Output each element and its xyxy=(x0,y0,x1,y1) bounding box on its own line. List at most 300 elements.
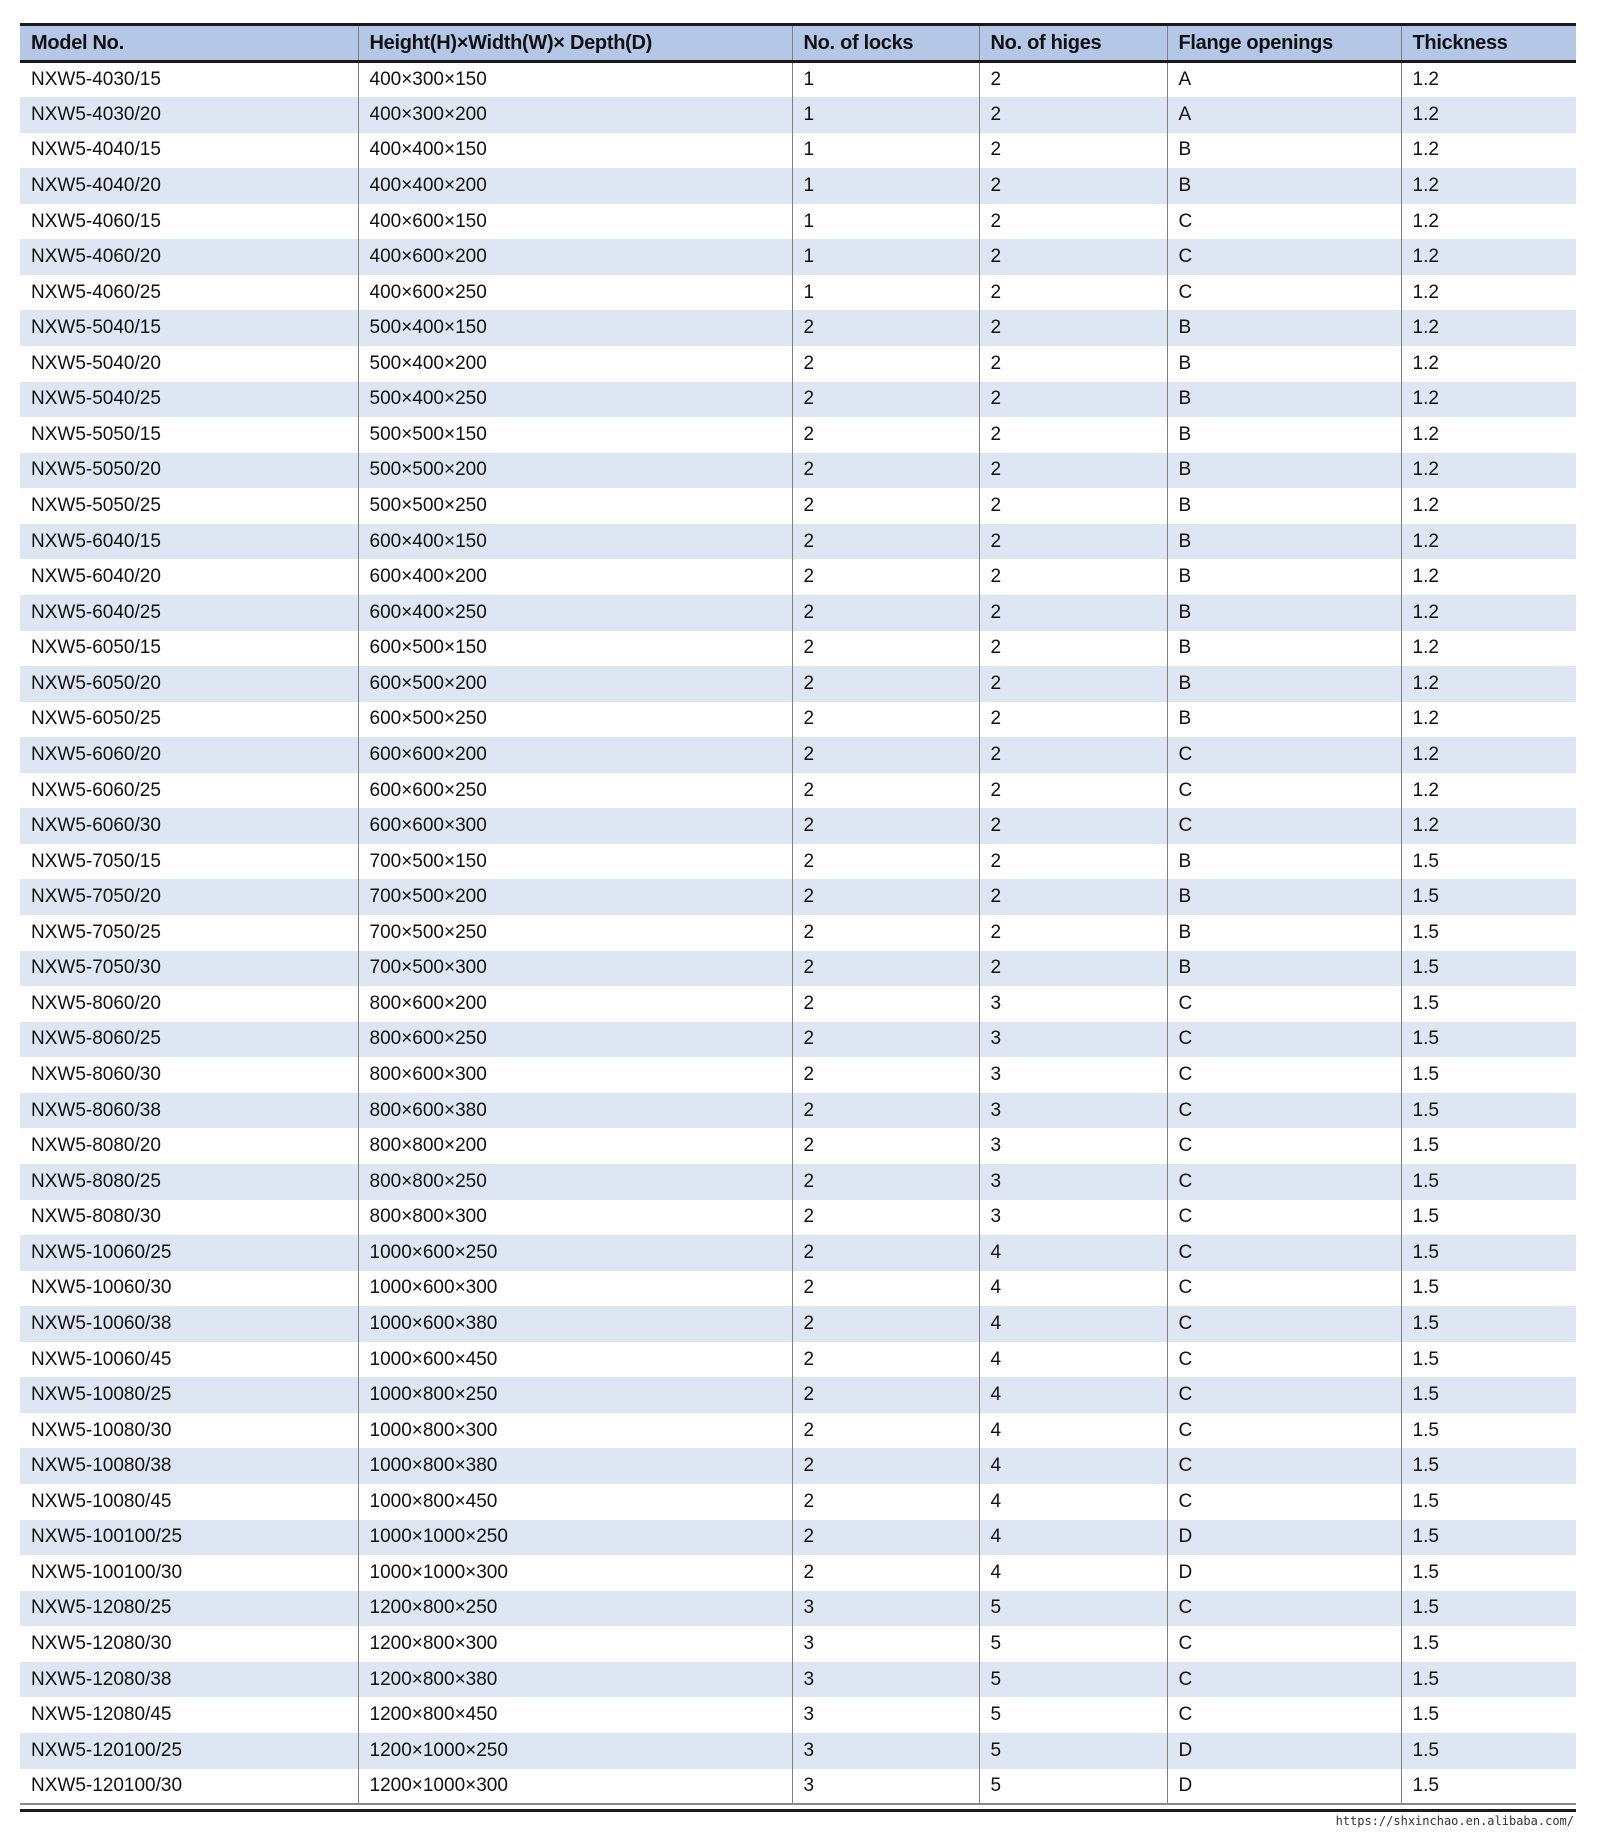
cell-hinges: 4 xyxy=(979,1520,1167,1556)
cell-flange-openings: C xyxy=(1167,1342,1401,1378)
cell-model-no: NXW5-6050/20 xyxy=(31,672,161,694)
cell-dimensions: 600×400×200 xyxy=(358,559,792,595)
cell-locks: 2 xyxy=(792,879,979,915)
cell-locks: 2 xyxy=(792,1413,979,1449)
table-row xyxy=(20,1520,1576,1556)
cell-dimensions: 1200×800×250 xyxy=(358,1591,792,1627)
cell-locks: 1 xyxy=(792,168,979,204)
cell-locks: 2 xyxy=(792,1093,979,1129)
cell-flange-openings: C xyxy=(1167,239,1401,275)
cell-hinges: 2 xyxy=(979,595,1167,631)
cell-dimensions: 800×600×250 xyxy=(358,1022,792,1058)
cell-thickness: 1.2 xyxy=(1401,417,1576,453)
cell-locks: 2 xyxy=(792,1306,979,1342)
cell-dimensions: 600×600×200 xyxy=(358,737,792,773)
cell-dimensions: 600×500×250 xyxy=(358,702,792,738)
cell-hinges: 2 xyxy=(979,737,1167,773)
cell-flange-openings: C xyxy=(1167,1093,1401,1129)
cell-dimensions: 400×600×250 xyxy=(358,275,792,311)
cell-locks: 2 xyxy=(792,986,979,1022)
cell-flange-openings: C xyxy=(1167,1697,1401,1733)
cell-flange-openings: B xyxy=(1167,417,1401,453)
table-row xyxy=(20,844,1576,880)
cell-locks: 2 xyxy=(792,666,979,702)
cell-locks: 2 xyxy=(792,915,979,951)
cell-model-no: NXW5-100100/25 xyxy=(31,1526,183,1548)
cell-thickness: 1.5 xyxy=(1401,1200,1576,1236)
cell-flange-openings: D xyxy=(1167,1733,1401,1769)
cell-dimensions: 400×300×150 xyxy=(358,62,792,98)
cell-hinges: 5 xyxy=(979,1733,1167,1769)
cell-dimensions: 400×600×200 xyxy=(358,239,792,275)
cell-hinges: 2 xyxy=(979,310,1167,346)
cell-thickness: 1.5 xyxy=(1401,1306,1576,1342)
table-row xyxy=(20,1093,1576,1129)
cell-thickness: 1.2 xyxy=(1401,808,1576,844)
table-row xyxy=(20,879,1576,915)
cell-flange-openings: C xyxy=(1167,1057,1401,1093)
cell-hinges: 5 xyxy=(979,1769,1167,1805)
cell-model-no: NXW5-12080/45 xyxy=(31,1704,172,1726)
cell-locks: 2 xyxy=(792,1057,979,1093)
cell-flange-openings: C xyxy=(1167,1306,1401,1342)
cell-dimensions: 1200×800×300 xyxy=(358,1626,792,1662)
cell-thickness: 1.5 xyxy=(1401,1022,1576,1058)
cell-flange-openings: C xyxy=(1167,1128,1401,1164)
cell-locks: 2 xyxy=(792,1128,979,1164)
cell-thickness: 1.2 xyxy=(1401,453,1576,489)
cell-locks: 2 xyxy=(792,1448,979,1484)
cell-flange-openings: B xyxy=(1167,595,1401,631)
cell-dimensions: 1200×800×450 xyxy=(358,1697,792,1733)
cell-thickness: 1.2 xyxy=(1401,773,1576,809)
cell-hinges: 2 xyxy=(979,951,1167,987)
cell-model-no: NXW5-5050/25 xyxy=(31,495,161,517)
cell-flange-openings: A xyxy=(1167,62,1401,98)
cell-dimensions: 600×400×150 xyxy=(358,524,792,560)
cell-hinges: 3 xyxy=(979,1093,1167,1129)
cell-flange-openings: B xyxy=(1167,346,1401,382)
cell-hinges: 4 xyxy=(979,1555,1167,1591)
cell-model-no: NXW5-8080/30 xyxy=(31,1206,161,1228)
cell-thickness: 1.2 xyxy=(1401,239,1576,275)
cell-flange-openings: C xyxy=(1167,986,1401,1022)
table-row xyxy=(20,1128,1576,1164)
cell-locks: 1 xyxy=(792,204,979,240)
cell-hinges: 2 xyxy=(979,133,1167,169)
cell-thickness: 1.2 xyxy=(1401,204,1576,240)
cell-thickness: 1.2 xyxy=(1401,595,1576,631)
table-row xyxy=(20,951,1576,987)
cell-flange-openings: B xyxy=(1167,915,1401,951)
cell-locks: 3 xyxy=(792,1769,979,1805)
source-url: https://shxinchao.en.alibaba.com/ xyxy=(1335,1814,1574,1828)
cell-locks: 2 xyxy=(792,951,979,987)
cell-flange-openings: B xyxy=(1167,559,1401,595)
table-row xyxy=(20,986,1576,1022)
cell-flange-openings: B xyxy=(1167,631,1401,667)
table-row xyxy=(20,1448,1576,1484)
cell-model-no: NXW5-10080/38 xyxy=(31,1455,172,1477)
cell-thickness: 1.2 xyxy=(1401,702,1576,738)
table-row xyxy=(20,1697,1576,1733)
cell-hinges: 2 xyxy=(979,524,1167,560)
table-row xyxy=(20,1733,1576,1769)
table-row xyxy=(20,1306,1576,1342)
cell-hinges: 4 xyxy=(979,1306,1167,1342)
cell-locks: 2 xyxy=(792,808,979,844)
cell-model-no: NXW5-4040/20 xyxy=(31,174,161,196)
table-row xyxy=(20,346,1576,382)
table-row xyxy=(20,915,1576,951)
cell-model-no: NXW5-12080/30 xyxy=(31,1633,172,1655)
cell-thickness: 1.5 xyxy=(1401,915,1576,951)
cell-locks: 2 xyxy=(792,1484,979,1520)
spec-table xyxy=(20,23,1576,1805)
cell-thickness: 1.2 xyxy=(1401,62,1576,98)
cell-locks: 3 xyxy=(792,1697,979,1733)
cell-dimensions: 600×600×250 xyxy=(358,773,792,809)
cell-dimensions: 400×600×150 xyxy=(358,204,792,240)
cell-hinges: 5 xyxy=(979,1626,1167,1662)
table-row xyxy=(20,133,1576,169)
cell-locks: 2 xyxy=(792,453,979,489)
cell-hinges: 4 xyxy=(979,1484,1167,1520)
cell-locks: 2 xyxy=(792,702,979,738)
cell-model-no: NXW5-6060/25 xyxy=(31,779,161,801)
header-locks: No. of locks xyxy=(792,25,979,62)
cell-dimensions: 600×500×200 xyxy=(358,666,792,702)
cell-model-no: NXW5-100100/30 xyxy=(31,1561,183,1583)
table-row xyxy=(20,1591,1576,1627)
header-model-no: Model No. xyxy=(20,25,358,62)
cell-flange-openings: B xyxy=(1167,133,1401,169)
cell-model-no: NXW5-4060/15 xyxy=(31,210,161,232)
cell-dimensions: 1000×1000×250 xyxy=(358,1520,792,1556)
cell-hinges: 2 xyxy=(979,346,1167,382)
cell-flange-openings: D xyxy=(1167,1769,1401,1805)
cell-hinges: 5 xyxy=(979,1697,1167,1733)
cell-locks: 2 xyxy=(792,346,979,382)
cell-hinges: 4 xyxy=(979,1413,1167,1449)
cell-dimensions: 1000×800×450 xyxy=(358,1484,792,1520)
cell-thickness: 1.5 xyxy=(1401,986,1576,1022)
cell-thickness: 1.2 xyxy=(1401,382,1576,418)
cell-locks: 2 xyxy=(792,1271,979,1307)
cell-flange-openings: C xyxy=(1167,773,1401,809)
cell-model-no: NXW5-6050/25 xyxy=(31,708,161,730)
cell-dimensions: 1000×600×300 xyxy=(358,1271,792,1307)
cell-model-no: NXW5-8060/20 xyxy=(31,992,161,1014)
cell-flange-openings: C xyxy=(1167,275,1401,311)
cell-thickness: 1.5 xyxy=(1401,1057,1576,1093)
cell-hinges: 2 xyxy=(979,417,1167,453)
header-flange-openings: Flange openings xyxy=(1167,25,1401,62)
cell-thickness: 1.2 xyxy=(1401,346,1576,382)
cell-thickness: 1.5 xyxy=(1401,879,1576,915)
cell-model-no: NXW5-5040/20 xyxy=(31,352,161,374)
header-dimensions: Height(H)×Width(W)× Depth(D) xyxy=(358,25,792,62)
cell-thickness: 1.5 xyxy=(1401,1342,1576,1378)
cell-model-no: NXW5-10080/30 xyxy=(31,1419,172,1441)
cell-flange-openings: B xyxy=(1167,844,1401,880)
cell-flange-openings: B xyxy=(1167,879,1401,915)
cell-thickness: 1.5 xyxy=(1401,1271,1576,1307)
cell-flange-openings: D xyxy=(1167,1555,1401,1591)
cell-flange-openings: B xyxy=(1167,453,1401,489)
table-row xyxy=(20,702,1576,738)
cell-thickness: 1.5 xyxy=(1401,1448,1576,1484)
cell-locks: 2 xyxy=(792,1377,979,1413)
cell-locks: 1 xyxy=(792,97,979,133)
cell-model-no: NXW5-6040/25 xyxy=(31,601,161,623)
cell-hinges: 4 xyxy=(979,1377,1167,1413)
cell-flange-openings: A xyxy=(1167,97,1401,133)
cell-thickness: 1.5 xyxy=(1401,1520,1576,1556)
cell-thickness: 1.5 xyxy=(1401,1626,1576,1662)
bottom-rule xyxy=(20,1809,1576,1812)
cell-locks: 2 xyxy=(792,631,979,667)
table-row xyxy=(20,97,1576,133)
cell-thickness: 1.5 xyxy=(1401,1591,1576,1627)
cell-locks: 3 xyxy=(792,1626,979,1662)
cell-hinges: 2 xyxy=(979,204,1167,240)
cell-flange-openings: B xyxy=(1167,310,1401,346)
table-row xyxy=(20,1662,1576,1698)
cell-dimensions: 1000×600×380 xyxy=(358,1306,792,1342)
cell-flange-openings: C xyxy=(1167,1200,1401,1236)
table-row xyxy=(20,524,1576,560)
cell-locks: 2 xyxy=(792,382,979,418)
cell-hinges: 2 xyxy=(979,97,1167,133)
cell-hinges: 2 xyxy=(979,808,1167,844)
table-row xyxy=(20,808,1576,844)
table-row xyxy=(20,239,1576,275)
cell-dimensions: 600×400×250 xyxy=(358,595,792,631)
table-header xyxy=(20,25,1576,62)
cell-model-no: NXW5-10080/45 xyxy=(31,1490,172,1512)
cell-hinges: 3 xyxy=(979,1128,1167,1164)
cell-hinges: 3 xyxy=(979,1200,1167,1236)
cell-hinges: 2 xyxy=(979,275,1167,311)
cell-hinges: 2 xyxy=(979,559,1167,595)
cell-thickness: 1.5 xyxy=(1401,1662,1576,1698)
cell-model-no: NXW5-4060/25 xyxy=(31,281,161,303)
table-row xyxy=(20,1413,1576,1449)
table-row xyxy=(20,1342,1576,1378)
cell-thickness: 1.2 xyxy=(1401,133,1576,169)
cell-flange-openings: C xyxy=(1167,1377,1401,1413)
cell-dimensions: 700×500×200 xyxy=(358,879,792,915)
cell-model-no: NXW5-4030/20 xyxy=(31,103,161,125)
cell-hinges: 2 xyxy=(979,702,1167,738)
table-row xyxy=(20,1377,1576,1413)
cell-model-no: NXW5-8080/25 xyxy=(31,1170,161,1192)
cell-thickness: 1.5 xyxy=(1401,1733,1576,1769)
cell-model-no: NXW5-6060/20 xyxy=(31,743,161,765)
cell-dimensions: 800×600×380 xyxy=(358,1093,792,1129)
cell-model-no: NXW5-4030/15 xyxy=(31,69,161,91)
cell-model-no: NXW5-6060/30 xyxy=(31,815,161,837)
cell-locks: 2 xyxy=(792,1342,979,1378)
cell-hinges: 4 xyxy=(979,1448,1167,1484)
table-row xyxy=(20,417,1576,453)
cell-thickness: 1.5 xyxy=(1401,844,1576,880)
table-row xyxy=(20,1555,1576,1591)
cell-model-no: NXW5-5040/15 xyxy=(31,317,161,339)
cell-model-no: NXW5-7050/15 xyxy=(31,850,161,872)
cell-thickness: 1.5 xyxy=(1401,1235,1576,1271)
cell-hinges: 2 xyxy=(979,168,1167,204)
cell-locks: 2 xyxy=(792,1520,979,1556)
cell-thickness: 1.5 xyxy=(1401,1484,1576,1520)
cell-flange-openings: B xyxy=(1167,702,1401,738)
cell-dimensions: 500×400×250 xyxy=(358,382,792,418)
cell-flange-openings: B xyxy=(1167,382,1401,418)
cell-hinges: 2 xyxy=(979,62,1167,98)
cell-locks: 1 xyxy=(792,62,979,98)
cell-locks: 2 xyxy=(792,310,979,346)
cell-locks: 3 xyxy=(792,1591,979,1627)
cell-model-no: NXW5-10060/30 xyxy=(31,1277,172,1299)
cell-model-no: NXW5-12080/25 xyxy=(31,1597,172,1619)
cell-hinges: 2 xyxy=(979,239,1167,275)
cell-flange-openings: C xyxy=(1167,1271,1401,1307)
table-row xyxy=(20,382,1576,418)
table-row xyxy=(20,737,1576,773)
cell-dimensions: 600×600×300 xyxy=(358,808,792,844)
cell-dimensions: 800×600×200 xyxy=(358,986,792,1022)
table-row xyxy=(20,1484,1576,1520)
cell-locks: 1 xyxy=(792,239,979,275)
header-hinges: No. of higes xyxy=(979,25,1167,62)
cell-model-no: NXW5-10060/38 xyxy=(31,1312,172,1334)
cell-thickness: 1.5 xyxy=(1401,1164,1576,1200)
cell-locks: 1 xyxy=(792,133,979,169)
cell-model-no: NXW5-7050/30 xyxy=(31,957,161,979)
table-row xyxy=(20,1769,1576,1805)
table-row xyxy=(20,631,1576,667)
cell-dimensions: 400×400×150 xyxy=(358,133,792,169)
cell-dimensions: 500×400×150 xyxy=(358,310,792,346)
table-row xyxy=(20,168,1576,204)
table-row xyxy=(20,1164,1576,1200)
cell-model-no: NXW5-8080/20 xyxy=(31,1135,161,1157)
cell-hinges: 2 xyxy=(979,488,1167,524)
cell-flange-openings: C xyxy=(1167,1662,1401,1698)
cell-hinges: 2 xyxy=(979,915,1167,951)
table-row xyxy=(20,453,1576,489)
cell-model-no: NXW5-7050/25 xyxy=(31,921,161,943)
cell-model-no: NXW5-6040/15 xyxy=(31,530,161,552)
cell-dimensions: 800×800×200 xyxy=(358,1128,792,1164)
cell-hinges: 3 xyxy=(979,1057,1167,1093)
cell-locks: 2 xyxy=(792,488,979,524)
cell-hinges: 4 xyxy=(979,1235,1167,1271)
cell-thickness: 1.2 xyxy=(1401,168,1576,204)
cell-hinges: 4 xyxy=(979,1271,1167,1307)
cell-thickness: 1.2 xyxy=(1401,310,1576,346)
table-row xyxy=(20,488,1576,524)
table-row xyxy=(20,1626,1576,1662)
cell-model-no: NXW5-10060/25 xyxy=(31,1241,172,1263)
cell-locks: 2 xyxy=(792,1022,979,1058)
cell-model-no: NXW5-120100/25 xyxy=(31,1739,183,1761)
table-row xyxy=(20,62,1576,98)
cell-model-no: NXW5-8060/38 xyxy=(31,1099,161,1121)
cell-dimensions: 500×500×150 xyxy=(358,417,792,453)
cell-flange-openings: C xyxy=(1167,1448,1401,1484)
cell-locks: 3 xyxy=(792,1662,979,1698)
table-row xyxy=(20,595,1576,631)
cell-hinges: 2 xyxy=(979,844,1167,880)
cell-thickness: 1.2 xyxy=(1401,631,1576,667)
cell-thickness: 1.2 xyxy=(1401,524,1576,560)
cell-flange-openings: C xyxy=(1167,1164,1401,1200)
table-row xyxy=(20,773,1576,809)
cell-dimensions: 1000×600×250 xyxy=(358,1235,792,1271)
table-row xyxy=(20,1271,1576,1307)
cell-thickness: 1.2 xyxy=(1401,488,1576,524)
cell-dimensions: 400×300×200 xyxy=(358,97,792,133)
cell-model-no: NXW5-8060/25 xyxy=(31,1028,161,1050)
table-row xyxy=(20,204,1576,240)
cell-dimensions: 1000×800×250 xyxy=(358,1377,792,1413)
cell-hinges: 3 xyxy=(979,1164,1167,1200)
cell-thickness: 1.5 xyxy=(1401,1555,1576,1591)
cell-flange-openings: C xyxy=(1167,1235,1401,1271)
cell-locks: 2 xyxy=(792,417,979,453)
cell-model-no: NXW5-7050/20 xyxy=(31,886,161,908)
cell-hinges: 2 xyxy=(979,631,1167,667)
cell-dimensions: 1200×800×380 xyxy=(358,1662,792,1698)
cell-flange-openings: C xyxy=(1167,1626,1401,1662)
table-row xyxy=(20,1200,1576,1236)
cell-flange-openings: C xyxy=(1167,1591,1401,1627)
cell-flange-openings: B xyxy=(1167,168,1401,204)
cell-dimensions: 1200×1000×300 xyxy=(358,1769,792,1805)
cell-locks: 2 xyxy=(792,737,979,773)
cell-dimensions: 700×500×300 xyxy=(358,951,792,987)
cell-hinges: 2 xyxy=(979,773,1167,809)
cell-thickness: 1.5 xyxy=(1401,1128,1576,1164)
cell-dimensions: 500×500×250 xyxy=(358,488,792,524)
cell-model-no: NXW5-120100/30 xyxy=(20,1769,358,1805)
cell-locks: 2 xyxy=(792,773,979,809)
cell-locks: 2 xyxy=(792,1164,979,1200)
cell-locks: 2 xyxy=(792,844,979,880)
cell-flange-openings: C xyxy=(1167,737,1401,773)
cell-dimensions: 800×800×300 xyxy=(358,1200,792,1236)
cell-dimensions: 1200×1000×250 xyxy=(358,1733,792,1769)
cell-flange-openings: B xyxy=(1167,488,1401,524)
cell-dimensions: 400×400×200 xyxy=(358,168,792,204)
cell-hinges: 5 xyxy=(979,1591,1167,1627)
cell-dimensions: 800×800×250 xyxy=(358,1164,792,1200)
cell-thickness: 1.5 xyxy=(1401,951,1576,987)
cell-model-no: NXW5-10080/25 xyxy=(31,1384,172,1406)
cell-locks: 2 xyxy=(792,559,979,595)
cell-dimensions: 500×500×200 xyxy=(358,453,792,489)
cell-model-no: NXW5-6040/20 xyxy=(31,566,161,588)
cell-locks: 2 xyxy=(792,1200,979,1236)
cell-model-no: NXW5-4040/15 xyxy=(31,139,161,161)
cell-hinges: 2 xyxy=(979,453,1167,489)
table-row xyxy=(20,1057,1576,1093)
cell-model-no: NXW5-4060/20 xyxy=(31,246,161,268)
cell-locks: 2 xyxy=(792,1555,979,1591)
cell-dimensions: 1000×800×300 xyxy=(358,1413,792,1449)
